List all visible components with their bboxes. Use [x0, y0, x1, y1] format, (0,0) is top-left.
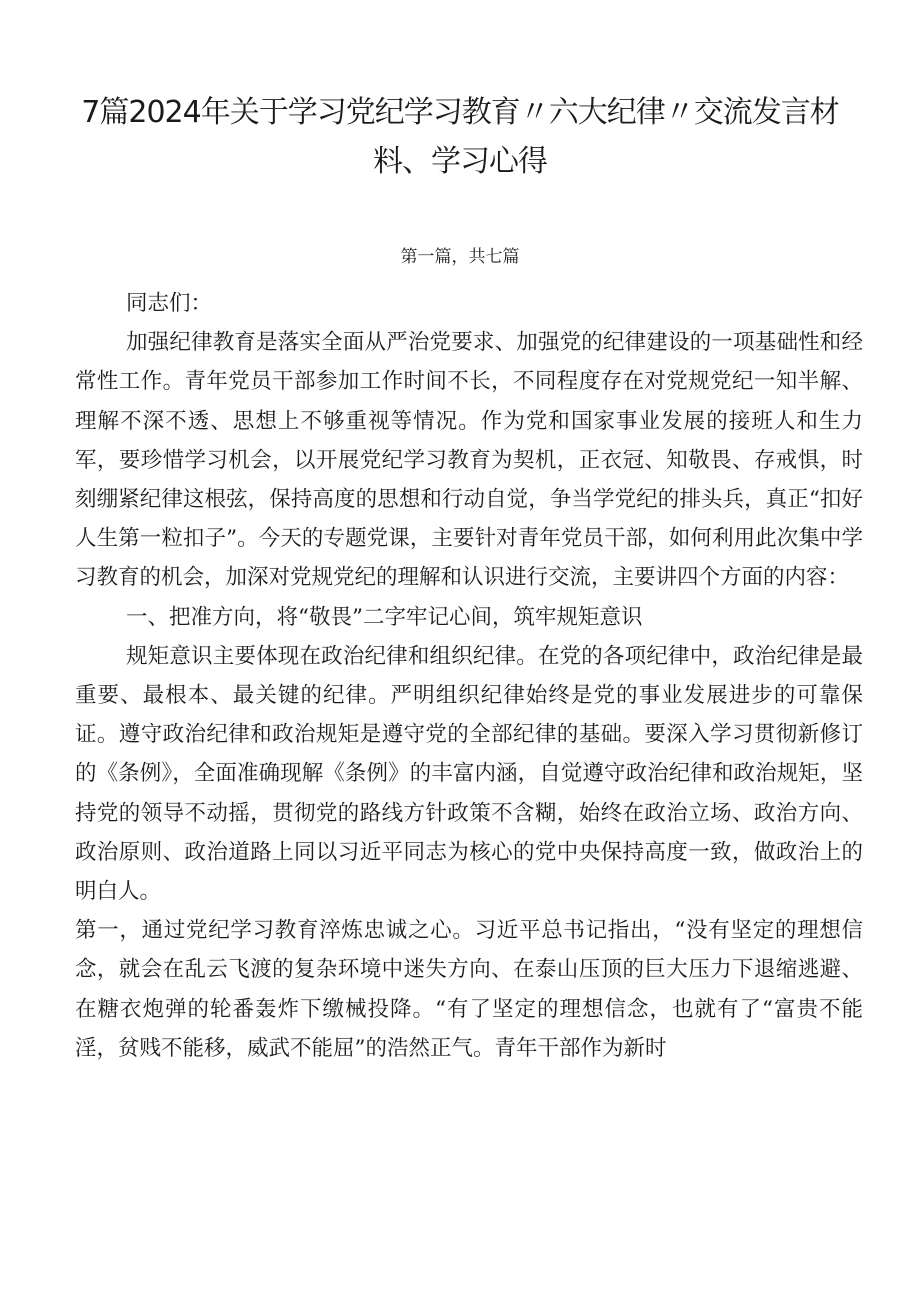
document-body — [75, 284, 863, 1068]
document-title: 7篇2024年关于学习党纪学习教育〃六大纪律〃交流发言材料、学习心得 — [81, 95, 839, 179]
paragraph-discipline: 规矩意识主要体现在政治纪律和组织纪律。在党的各项纪律中，政治纪律是最重要、最根本、最关键的纪律。严明组织纪律始终是党的事业发展进步的可靠保证。遵守政治纪律和政治规矩是遵守党的全部纪律的基础。要深入学习贯彻新修订的《条例》，全面准确现解《条例》的丰富内涵，自觉遵守政治纪律和政治规矩，坚持党的领导不动摇，贯彻党的路线方针政策不含糊，始终在政治立场、政治方向、政治原则、政治道路上同以习近平同志为核心的党中央保持高度一致，做政治上的明白人。 — [75, 643, 863, 905]
paragraph-first-point: 第一，通过党纪学习教育淬炼忠诚之心。习近平总书记指出，“没有坚定的理想信念，就会在乱云飞渡的复杂环境中迷失方向、在泰山压顶的巨大压力下退缩逃避、在糖衣炮弹的轮番轰炸下缴械投降。“有了坚定的理想信念，也就有了“富贵不能淫，贫贱不能移，威武不能屈”的浩然正气。青年干部作为新时 — [75, 918, 863, 1061]
paragraph-intro: 加强纪律教育是落实全面从严治党要求、加强党的纪律建设的一项基础性和经常性工作。青年党员干部参加工作时间不长，不同程度存在对党规党纪一知半解、理解不深不透、思想上不够重视等情况。作为党和国家事业发展的接班人和生力军，要珍惜学习机会，以开展党纪学习教育为契机，正衣冠、知敬畏、存戒惧，时刻绷紧纪律这根弦，保持高度的思想和行动自觉，争当学党纪的排头兵，真正“扣好人生第一粒扣子”。今天的专题党课，主要针对青年党员干部，如何利用此次集中学习教育的机会，加深对党规党纪的理解和认识进行交流，主要讲四个方面的内容： — [75, 330, 863, 591]
salutation: 同志们： — [126, 291, 213, 316]
section-heading: 一、把准方向，将“敬畏”二字牢记心间，筑牢规矩意识 — [126, 604, 643, 630]
document-subtitle: 第一篇，共七篇 — [400, 247, 520, 267]
